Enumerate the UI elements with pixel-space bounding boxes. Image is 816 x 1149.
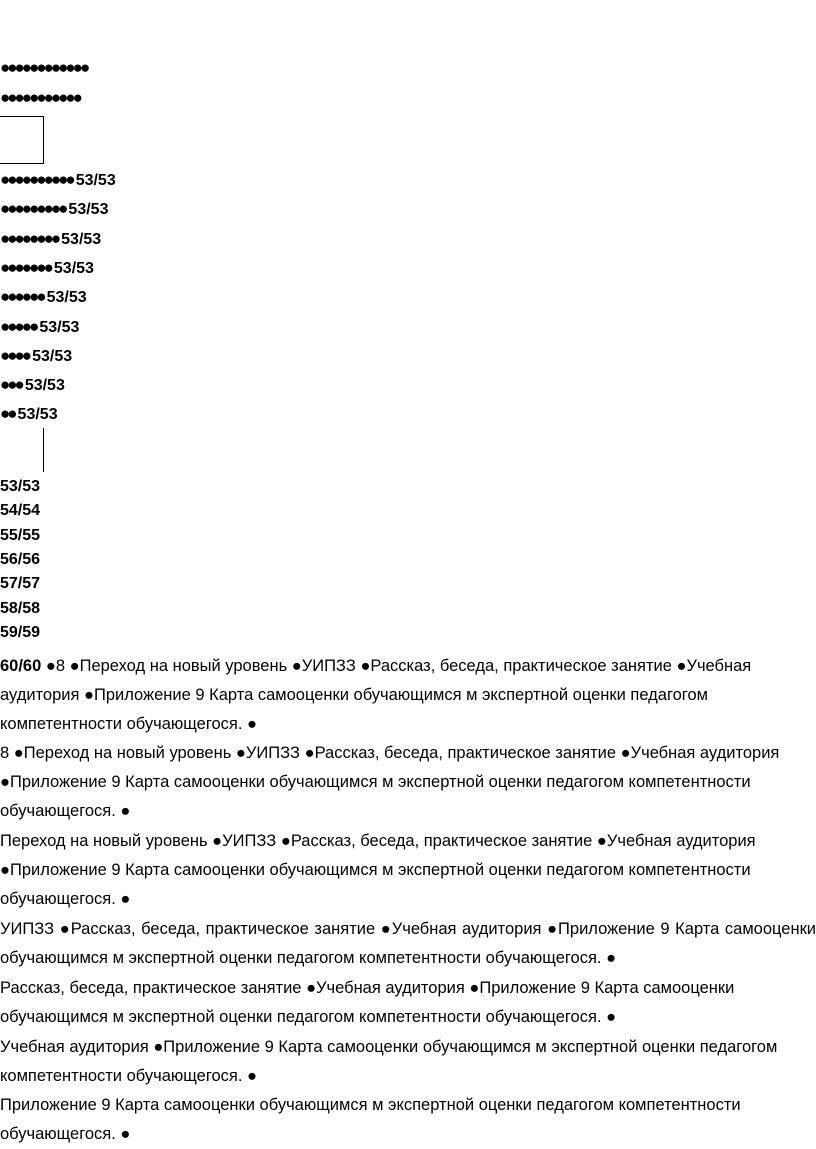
paragraph-4 — [0, 915, 816, 973]
paragraph-2 — [0, 739, 816, 826]
bullet-icon: ● — [13, 744, 24, 762]
bullet-icon: ● — [69, 657, 80, 675]
fraction-row — [0, 229, 101, 249]
p4-seg-1: Рассказ, беседа, практическое занятие — [70, 920, 381, 938]
bullet-icon: ● — [280, 832, 291, 850]
bullet-icon: ● — [247, 715, 257, 733]
p4-seg-0: УИПЗЗ — [0, 920, 60, 938]
bullet-icon: ● — [304, 744, 315, 762]
fraction-row-value: 53/53 — [61, 230, 102, 248]
p4-seg-3: Приложение 9 Карта самооценки обучающимся м экспертной оценки педагогом компетентности обучающегося. — [0, 920, 816, 967]
p3-seg-2: Рассказ, беседа, практическое занятие — [290, 832, 597, 850]
fraction-label: 56/56 — [0, 550, 41, 568]
bullet-icon: ● — [380, 920, 392, 938]
p3-seg-4: Приложение 9 Карта самооценки обучающимся м экспертной оценки педагогом компетентности обучающегося. — [0, 861, 751, 908]
bullet-icon: ● — [120, 802, 131, 820]
fraction-row-value: 53/53 — [68, 201, 109, 219]
p5-seg-1: Учебная аудитория — [316, 979, 470, 997]
fraction-row — [0, 258, 94, 278]
fraction-row-dots: ●●●●● — [0, 316, 37, 336]
paragraph-3 — [0, 827, 816, 914]
p1-seg-0: 8 — [55, 657, 70, 675]
fraction-label: 54/54 — [0, 502, 41, 520]
fraction-60: 60/60 — [0, 657, 42, 675]
paragraph-7 — [0, 1091, 816, 1149]
p5-seg-0: Рассказ, беседа, практическое занятие — [0, 979, 307, 997]
fraction-row — [0, 287, 87, 307]
fraction-row-dots: ●●●●●●●● — [0, 228, 59, 248]
fraction-row-dots: ●● — [0, 404, 15, 424]
bullet-icon: ● — [120, 890, 131, 908]
paragraph-5 — [0, 974, 816, 1032]
p5-seg-2: Приложение 9 Карта самооценки обучающимся м экспертной оценки педагогом компетентности обучающегося. — [0, 979, 735, 1026]
empty-box — [0, 116, 44, 164]
bullet-icon: ● — [45, 657, 56, 675]
fraction-row — [0, 317, 79, 337]
bullet-icon: ● — [620, 744, 631, 762]
vertical-line — [43, 428, 44, 472]
bullet-icon: ● — [606, 1008, 617, 1026]
bullet-icon: ● — [153, 1038, 164, 1056]
fraction-row-value: 53/53 — [39, 318, 80, 336]
bullet-icon: ● — [247, 1067, 257, 1085]
fraction-row-dots: ●●● — [0, 375, 22, 395]
fraction-label: 53/53 — [0, 478, 41, 495]
fraction-row-dots: ●●●●●● — [0, 287, 44, 307]
bullet-icon: ● — [291, 657, 302, 675]
p2-seg-4: Учебная аудитория — [630, 744, 780, 762]
fraction-row-value: 53/53 — [75, 172, 116, 189]
fraction-row-dots: ●●●● — [0, 345, 30, 365]
bullet-icon: ● — [59, 920, 71, 938]
p4-seg-2: Учебная аудитория — [391, 920, 548, 938]
fraction-row-dots: ●●●●●●●●●● — [0, 170, 73, 189]
p2-seg-3: Рассказ, беседа, практическое занятие — [314, 744, 621, 762]
p1-seg-4: Учебная аудитория — [0, 657, 752, 704]
fraction-row-value: 53/53 — [46, 289, 87, 307]
dot-row-2: ●●●●●●●●●●● — [0, 88, 80, 107]
paragraph-6 — [0, 1033, 816, 1091]
p3-seg-3: Учебная аудитория — [606, 832, 756, 850]
fraction-row — [0, 199, 108, 219]
fraction-label: 59/59 — [0, 623, 41, 641]
bullet-icon: ● — [547, 920, 559, 938]
fraction-label: 57/57 — [0, 575, 41, 593]
p1-seg-1: Переход на новый уровень — [79, 657, 292, 675]
p6-seg-0: Учебная аудитория — [0, 1038, 154, 1056]
p3-seg-1: УИПЗЗ — [222, 832, 281, 850]
bullet-icon: ● — [306, 979, 317, 997]
bullet-icon: ● — [596, 832, 607, 850]
fraction-row-dots: ●●●●●●●●● — [0, 199, 66, 219]
p2-seg-1: Переход на новый уровень — [23, 744, 236, 762]
fraction-row — [0, 346, 72, 366]
bullet-icon: ● — [212, 832, 223, 850]
p2-seg-5: Приложение 9 Карта самооценки обучающимся м экспертной оценки педагогом компетентности обучающегося. — [0, 773, 751, 820]
fraction-row — [0, 375, 65, 395]
bullet-icon: ● — [0, 861, 10, 879]
p7-seg-0: Приложение 9 Карта самооценки обучающимся м экспертной оценки педагогом компетентности обучающегося. — [0, 1096, 741, 1143]
p3-seg-0: Переход на новый уровень — [0, 832, 213, 850]
p1-seg-3: Рассказ, беседа, практическое занятие — [370, 657, 677, 675]
p1-seg-5: Приложение 9 Карта самооценки обучающимся м экспертной оценки педагогом компетентности обучающегося. — [0, 686, 708, 733]
bullet-icon: ● — [84, 686, 94, 704]
fraction-row-value: 53/53 — [17, 406, 58, 424]
fraction-label: 58/58 — [0, 599, 41, 617]
bullet-icon: ● — [676, 657, 687, 675]
bullet-icon: ● — [0, 773, 10, 791]
fraction-row — [0, 404, 58, 424]
fraction-row-value: 53/53 — [53, 259, 94, 277]
fraction-label: 55/55 — [0, 526, 41, 544]
dot-row-1: ●●●●●●●●●●●● — [0, 58, 88, 77]
bullet-icon: ● — [606, 949, 617, 967]
fraction-row — [0, 170, 116, 190]
p2-seg-0: 8 — [0, 744, 14, 762]
bullet-icon: ● — [120, 1125, 131, 1143]
bullet-icon: ● — [360, 657, 371, 675]
bullet-icon: ● — [469, 979, 480, 997]
p1-seg-2: УИПЗЗ — [301, 657, 361, 675]
fraction-row-value: 53/53 — [32, 347, 73, 365]
fraction-row-dots: ●●●●●●● — [0, 257, 51, 277]
fraction-row-value: 53/53 — [24, 377, 65, 395]
p2-seg-2: УИПЗЗ — [245, 744, 305, 762]
p6-seg-1: Приложение 9 Карта самооценки обучающимся м экспертной оценки педагогом компетентности обучающегося. — [0, 1038, 778, 1085]
paragraph-1 — [0, 652, 816, 739]
bullet-icon: ● — [235, 744, 246, 762]
